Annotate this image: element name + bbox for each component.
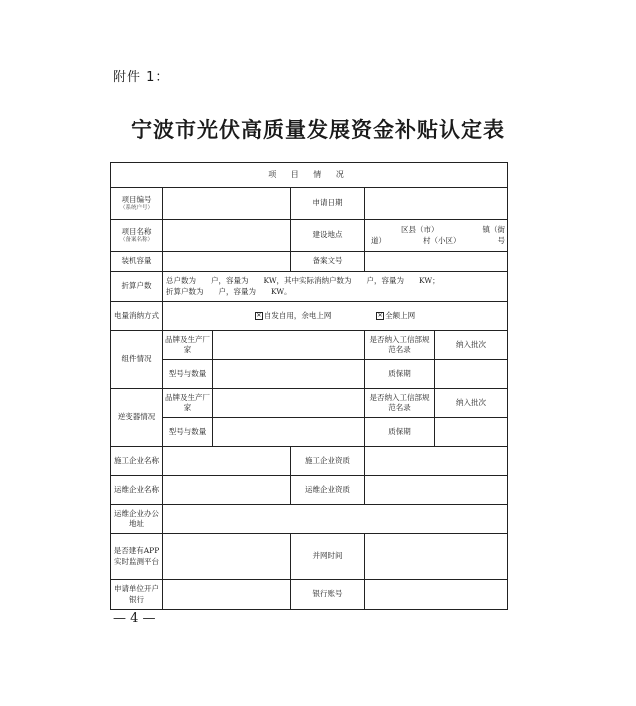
consumption-label: 电量消纳方式 (111, 302, 163, 331)
row-inverter-brand (111, 389, 508, 418)
inverter-model-label: 型号与数量 (163, 418, 213, 447)
row-bank (111, 580, 508, 610)
apply-date-field[interactable] (365, 188, 508, 220)
section-header-row (111, 163, 508, 188)
module-warranty-label: 质保期 (365, 360, 435, 389)
project-no-label: 项目编号 （系统户号） (111, 188, 163, 220)
maintenance-company-field[interactable] (163, 476, 291, 505)
row-capacity (111, 252, 508, 272)
attachment-label: 附件 1： (113, 70, 170, 85)
app-monitor-label: 是否建有APP实时监测平台 (111, 534, 163, 580)
households-label: 折算户数 (111, 272, 163, 302)
inverter-model-field[interactable] (213, 418, 365, 447)
module-label: 组件情况 (111, 331, 163, 389)
apply-date-label: 申请日期 (291, 188, 365, 220)
document-title: 宁波市光伏高质量发展资金补贴认定表 (131, 117, 505, 142)
maintenance-address-label: 运维企业办公地址 (111, 505, 163, 534)
record-no-field[interactable] (365, 252, 508, 272)
capacity-field[interactable] (163, 252, 291, 272)
inverter-warranty-field[interactable] (435, 418, 508, 447)
bank-field[interactable] (163, 580, 291, 610)
inverter-miit-label: 是否纳入工信部规范名录 (365, 389, 435, 418)
maintenance-qual-field[interactable] (365, 476, 508, 505)
checkbox-self-use[interactable]: ✕ (256, 311, 262, 319)
grid-time-field[interactable] (365, 534, 508, 580)
grid-time-label: 并网时间 (291, 534, 365, 580)
maintenance-address-field[interactable] (163, 505, 508, 534)
module-brand-label: 品牌及生产厂家 (163, 331, 213, 360)
construction-qual-field[interactable] (365, 447, 508, 476)
construction-company-field[interactable] (163, 447, 291, 476)
row-module-model (111, 360, 508, 389)
bank-account-label: 银行账号 (291, 580, 365, 610)
module-warranty-field[interactable] (435, 360, 508, 389)
households-field[interactable]: 总户数为 户，容量为 KW，其中实际消纳户数为 户，容量为 KW； 折算户数为 户，容量为 KW。 (163, 272, 508, 302)
consumption-options (163, 302, 508, 331)
construction-qual-label: 施工企业资质 (291, 447, 365, 476)
maintenance-qual-label: 运维企业资质 (291, 476, 365, 505)
row-module-brand (111, 331, 508, 360)
capacity-label: 装机容量 (111, 252, 163, 272)
project-name-field[interactable] (163, 220, 291, 252)
bank-label: 申请单位开户银行 (111, 580, 163, 610)
row-households (111, 272, 508, 302)
row-project-no (111, 188, 508, 220)
bank-account-field[interactable] (365, 580, 508, 610)
build-location-field[interactable]: 区县（市） 镇（街 道） 村（小区） 号 (365, 220, 508, 252)
project-name-label: 项目名称 （备案名称） (111, 220, 163, 252)
construction-company-label: 施工企业名称 (111, 447, 163, 476)
module-model-field[interactable] (213, 360, 365, 389)
maintenance-company-label: 运维企业名称 (111, 476, 163, 505)
inverter-warranty-label: 质保期 (365, 418, 435, 447)
page-number: — 4 — (113, 611, 156, 626)
module-brand-field[interactable] (213, 331, 365, 360)
option-full-grid[interactable]: ✕ 全额上网 (377, 310, 416, 320)
section-header: 项 目 情 况 (111, 163, 508, 188)
module-miit-label: 是否纳入工信部规范名录 (365, 331, 435, 360)
subsidy-form-table (110, 162, 508, 610)
inverter-batch-label: 纳入批次 (435, 389, 508, 418)
project-no-field[interactable] (163, 188, 291, 220)
build-location-label: 建设地点 (291, 220, 365, 252)
inverter-brand-field[interactable] (213, 389, 365, 418)
app-monitor-field[interactable] (163, 534, 291, 580)
row-construction (111, 447, 508, 476)
checkbox-full-grid[interactable]: ✕ (377, 311, 383, 319)
row-inverter-model (111, 418, 508, 447)
row-maintenance (111, 476, 508, 505)
record-no-label: 备案文号 (291, 252, 365, 272)
row-consumption (111, 302, 508, 331)
inverter-label: 逆变器情况 (111, 389, 163, 447)
module-model-label: 型号与数量 (163, 360, 213, 389)
row-maintenance-address (111, 505, 508, 534)
row-app-monitor (111, 534, 508, 580)
row-project-name (111, 220, 508, 252)
inverter-brand-label: 品牌及生产厂家 (163, 389, 213, 418)
module-batch-label: 纳入批次 (435, 331, 508, 360)
option-self-use[interactable]: ✕ 自发自用，余电上网 (256, 310, 332, 320)
